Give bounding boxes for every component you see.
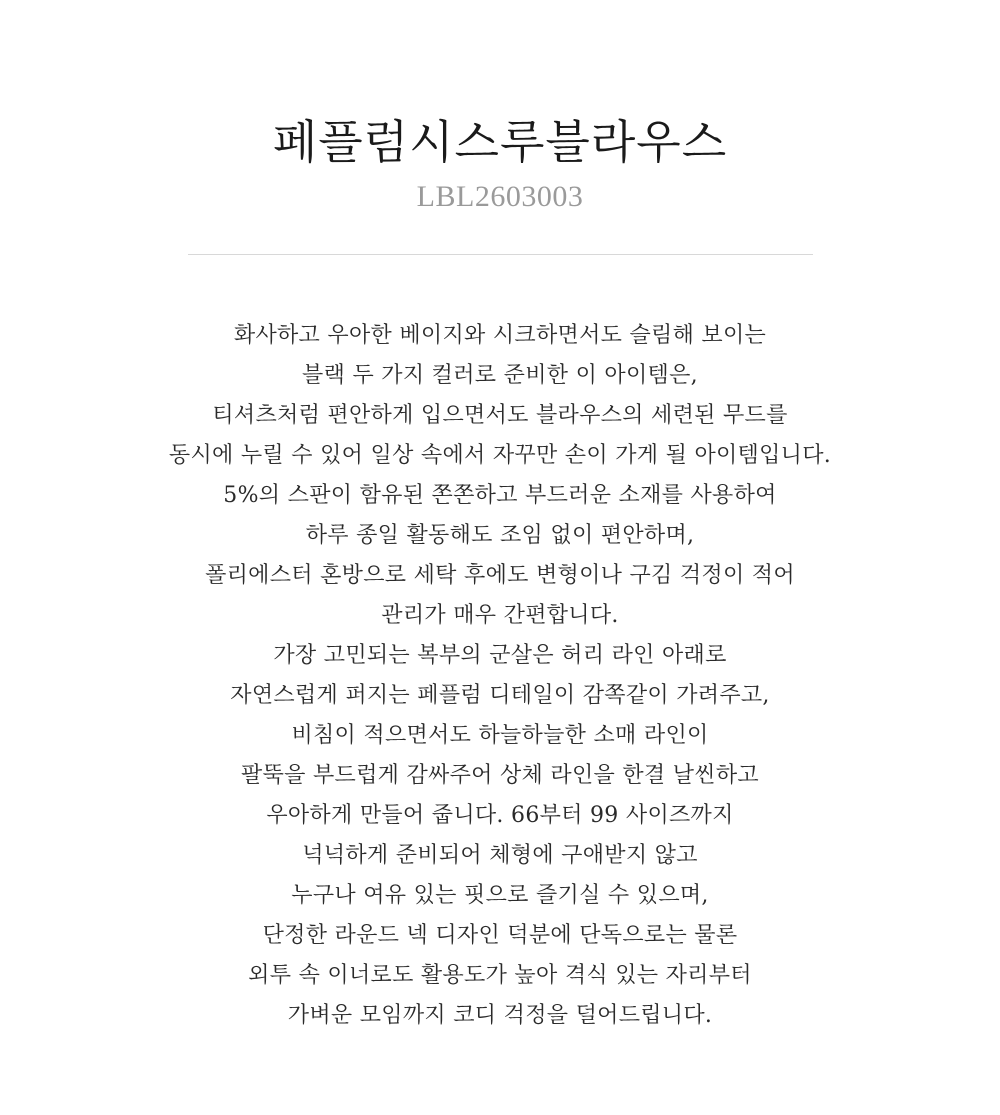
description-line: 비침이 적으면서도 하늘하늘한 소매 라인이 (291, 723, 709, 748)
description-line: 단정한 라운드 넥 디자인 덕분에 단독으로는 물론 (262, 923, 738, 948)
product-title: 페플럼시스루블라우스 (272, 115, 728, 169)
product-code: LBL2603003 (416, 180, 584, 213)
description-line: 관리가 매우 간편합니다. (381, 603, 619, 628)
description-line: 가장 고민되는 복부의 군살은 허리 라인 아래로 (273, 643, 727, 668)
description-line: 넉넉하게 준비되어 체형에 구애받지 않고 (302, 843, 698, 868)
description-line: 팔뚝을 부드럽게 감싸주어 상체 라인을 한결 날씬하고 (241, 763, 759, 788)
description-line: 우아하게 만들어 줍니다. 66부터 99 사이즈까지 (266, 803, 734, 828)
description-line: 블랙 두 가지 컬러로 준비한 이 아이템은, (302, 363, 698, 388)
product-description (0, 316, 1000, 1036)
title-divider (188, 254, 813, 255)
description-line: 누구나 여유 있는 핏으로 즐기실 수 있으며, (291, 883, 709, 908)
description-line: 화사하고 우아한 베이지와 시크하면서도 슬림해 보이는 (233, 323, 767, 348)
description-line: 하루 종일 활동해도 조임 없이 편안하며, (305, 523, 695, 548)
description-line: 외투 속 이너로도 활용도가 높아 격식 있는 자리부터 (248, 963, 752, 988)
description-line: 가벼운 모임까지 코디 걱정을 덜어드립니다. (287, 1003, 713, 1028)
description-line: 티셔츠처럼 편안하게 입으면서도 블라우스의 세련된 무드를 (212, 403, 788, 428)
description-line: 동시에 누릴 수 있어 일상 속에서 자꾸만 손이 가게 될 아이템입니다. (168, 443, 832, 468)
description-line: 5%의 스판이 함유된 쫀쫀하고 부드러운 소재를 사용하여 (223, 483, 777, 508)
description-line: 폴리에스터 혼방으로 세탁 후에도 변형이나 구김 걱정이 적어 (205, 563, 795, 588)
description-line: 자연스럽게 퍼지는 페플럼 디테일이 감쪽같이 가려주고, (230, 683, 770, 708)
